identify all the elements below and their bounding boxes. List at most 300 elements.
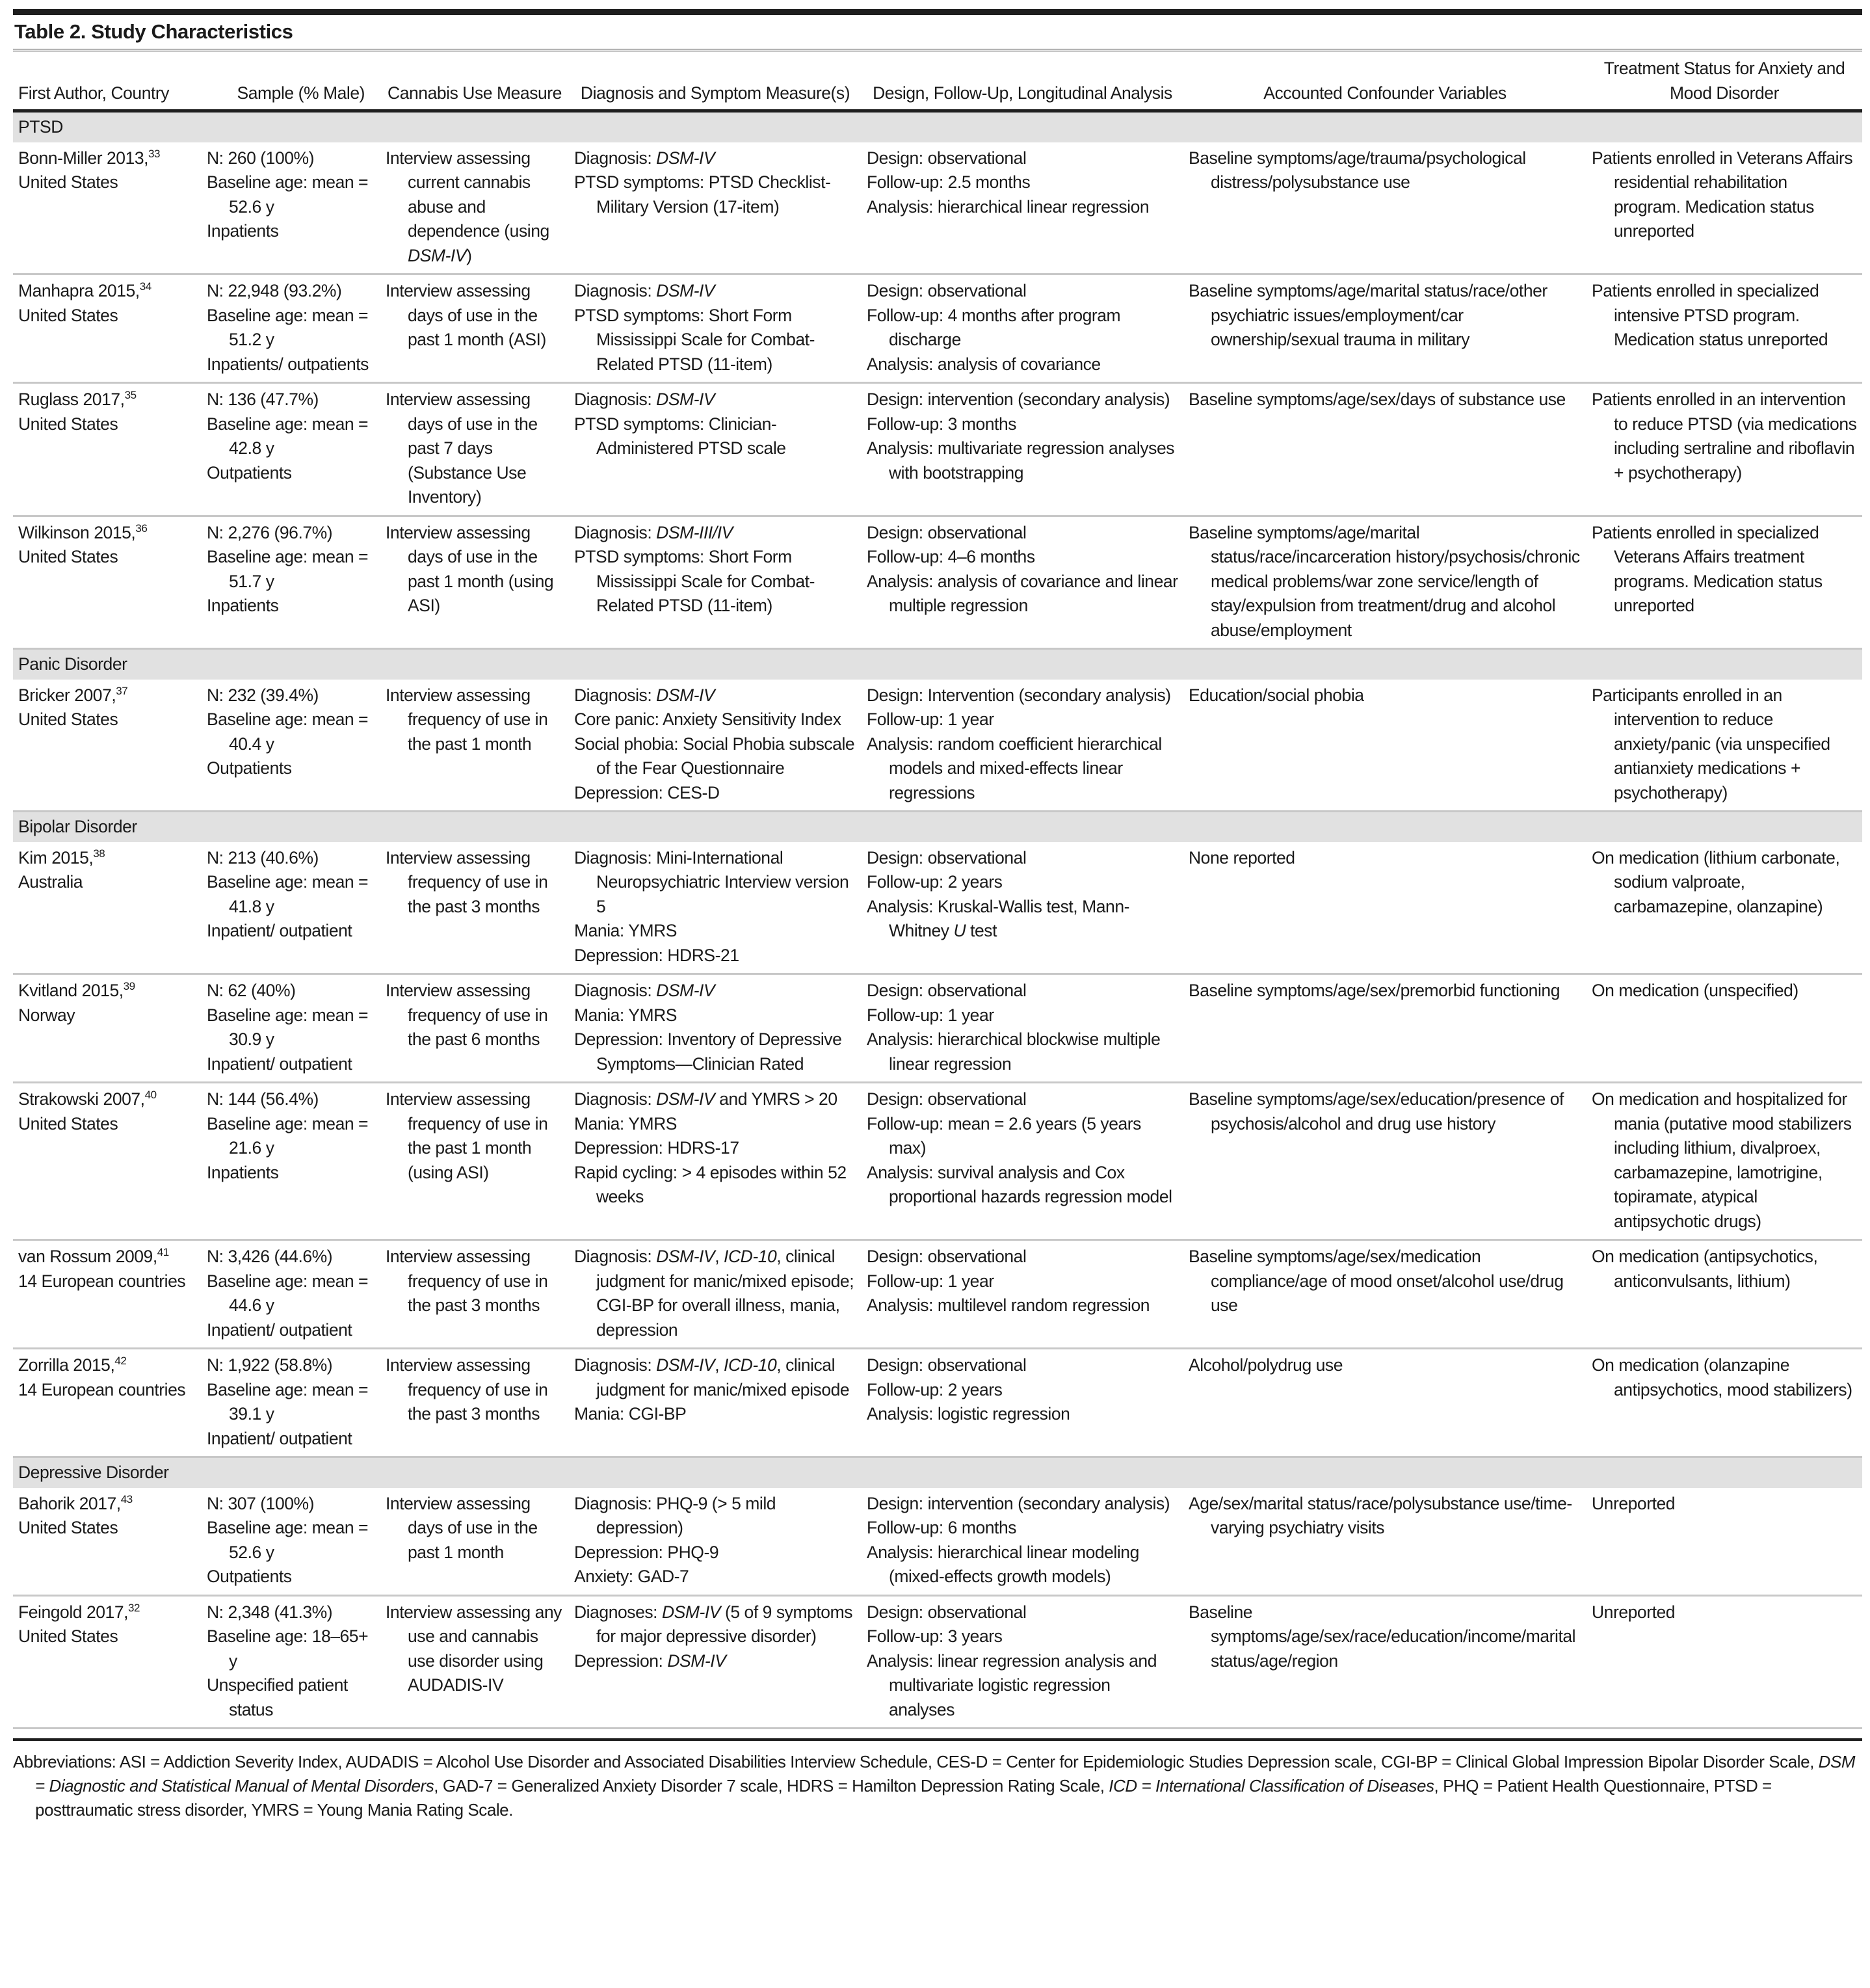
sample-line: Unspecified patient status bbox=[207, 1675, 348, 1719]
cell-design bbox=[862, 842, 1183, 974]
cell-author bbox=[13, 142, 202, 274]
header-row bbox=[13, 51, 1862, 111]
author-line: Wilkinson 2015,36 bbox=[18, 522, 148, 542]
author-line: Kvitland 2015,39 bbox=[18, 980, 135, 1000]
cell-sample bbox=[202, 383, 380, 516]
country: Norway bbox=[18, 1005, 75, 1025]
cell-author bbox=[13, 842, 202, 974]
design-line: Design: observational bbox=[867, 1602, 1027, 1622]
italic-term: DSM-IV bbox=[662, 1602, 721, 1622]
confounders-text: Baseline symptoms/age/trauma/psychological distress/polysubstance use bbox=[1189, 148, 1526, 192]
table-row bbox=[13, 142, 1862, 274]
diagnosis-line: Depression: DSM-IV bbox=[574, 1650, 726, 1671]
col-header-confounders: Accounted Confounder Variables bbox=[1183, 51, 1587, 111]
cell-diagnosis bbox=[569, 1595, 862, 1729]
cell-author bbox=[13, 1595, 202, 1729]
cell-diagnosis bbox=[569, 1349, 862, 1457]
measure-line: Interview assessing days of use in the past 7 days (Substance Use Inventory) bbox=[386, 390, 538, 507]
sample-line: N: 22,948 (93.2%) bbox=[207, 281, 342, 300]
confounders-text: Education/social phobia bbox=[1189, 685, 1364, 705]
confounders-text: Baseline symptoms/age/sex/medication compliance/age of mood onset/alcohol use/drug use bbox=[1189, 1247, 1564, 1315]
table-row bbox=[13, 1595, 1862, 1729]
confounders-text: Alcohol/polydrug use bbox=[1189, 1355, 1343, 1375]
cell-treatment bbox=[1587, 1488, 1862, 1596]
design-line: Design: observational bbox=[867, 522, 1027, 542]
country: Australia bbox=[18, 872, 83, 892]
sample-line: Inpatients bbox=[207, 596, 279, 615]
treatment-text: Patients enrolled in Veterans Affairs residential rehabilitation program. Medication status unreported bbox=[1592, 148, 1853, 241]
cell-design bbox=[862, 1349, 1183, 1457]
col-header-cannabis-measure: Cannabis Use Measure bbox=[380, 51, 569, 111]
cell-confounders bbox=[1183, 842, 1587, 974]
country: United States bbox=[18, 1113, 118, 1133]
cell-author bbox=[13, 680, 202, 812]
confounders-text: Baseline symptoms/age/sex/education/presence of psychosis/alcohol and drug use history bbox=[1189, 1089, 1564, 1133]
sample-line: N: 1,922 (58.8%) bbox=[207, 1355, 333, 1375]
design-line: Analysis: random coefficient hierarchical models and mixed-effects linear regressions bbox=[867, 734, 1162, 802]
cell-confounders bbox=[1183, 383, 1587, 516]
cell-confounders bbox=[1183, 1240, 1587, 1349]
design-line: Follow-up: 1 year bbox=[867, 1271, 994, 1291]
confounders-text: Baseline symptoms/age/sex/premorbid functioning bbox=[1189, 981, 1560, 1000]
sample-line: N: 213 (40.6%) bbox=[207, 847, 319, 868]
reference-number: 33 bbox=[148, 147, 161, 160]
cell-sample bbox=[202, 1595, 380, 1729]
sample-line: N: 232 (39.4%) bbox=[207, 685, 319, 705]
design-line: Analysis: survival analysis and Cox proportional hazards regression model bbox=[867, 1162, 1172, 1206]
diagnosis-line: Social phobia: Social Phobia subscale of the Fear Questionnaire bbox=[574, 734, 855, 778]
cell-design bbox=[862, 974, 1183, 1083]
table-row bbox=[13, 842, 1862, 974]
cell-diagnosis bbox=[569, 974, 862, 1083]
italic-term: DSM-IV bbox=[656, 281, 715, 300]
sample-line: Inpatient/ outpatient bbox=[207, 1054, 352, 1074]
design-line: Follow-up: mean = 2.6 years (5 years max) bbox=[867, 1113, 1141, 1158]
sample-line: Baseline age: mean = 30.9 y bbox=[207, 1005, 369, 1049]
cell-diagnosis bbox=[569, 274, 862, 383]
reference-number: 36 bbox=[135, 522, 148, 535]
author-line: Bonn-Miller 2013,33 bbox=[18, 147, 161, 168]
cell-design bbox=[862, 1595, 1183, 1729]
cell-treatment bbox=[1587, 1083, 1862, 1240]
diagnosis-line: Mania: YMRS bbox=[574, 1113, 678, 1133]
design-line: Follow-up: 1 year bbox=[867, 709, 994, 729]
abbreviations-footnote: Abbreviations: ASI = Addiction Severity Index, AUDADIS = Alcohol Use Disorder and Associated Disabilities Interview Schedule, CES-D = Center for Epidemiologic Studies Depression scale, CGI-BP = Clinical Global Impression Bipolar Disorder Scale, DSM = Diagnostic and Statistical Manual of Mental Disorders, GAD-7 = Generalized Anxiety Disorder 7 scale, HDRS = Hamilton Depression Rating Scale, ICD = International Classification of Diseases, PHQ = Patient Health Questionnaire, PTSD = posttraumatic stress disorder, YMRS = Young Mania Rating Scale. bbox=[13, 1738, 1862, 1822]
italic-term: DSM-IV bbox=[656, 1355, 715, 1375]
author-line: van Rossum 2009,41 bbox=[18, 1246, 169, 1266]
cell-treatment bbox=[1587, 1349, 1862, 1457]
cell-confounders bbox=[1183, 1595, 1587, 1729]
table-row bbox=[13, 680, 1862, 812]
italic-term: DSM-IV bbox=[656, 390, 715, 409]
treatment-text: On medication (lithium carbonate, sodium valproate, carbamazepine, olanzapine) bbox=[1592, 847, 1840, 916]
diagnosis-line: Mania: CGI-BP bbox=[574, 1404, 687, 1424]
design-line: Analysis: hierarchical linear modeling (mixed-effects growth models) bbox=[867, 1542, 1139, 1586]
table-body bbox=[13, 111, 1862, 1729]
cell-treatment bbox=[1587, 1240, 1862, 1349]
country: United States bbox=[18, 305, 118, 325]
cell-sample bbox=[202, 680, 380, 812]
design-line: Follow-up: 1 year bbox=[867, 1005, 994, 1025]
design-line: Analysis: multilevel random regression bbox=[867, 1295, 1150, 1315]
italic-term: DSM-III/IV bbox=[656, 522, 733, 542]
diagnosis-line: Diagnosis: DSM-IV bbox=[574, 148, 715, 168]
diagnosis-line: Anxiety: GAD-7 bbox=[574, 1567, 689, 1586]
reference-number: 37 bbox=[116, 684, 128, 697]
col-header-sample: Sample (% Male) bbox=[202, 51, 380, 111]
design-line: Follow-up: 4–6 months bbox=[867, 547, 1035, 566]
cell-author bbox=[13, 974, 202, 1083]
confounders-text: Baseline symptoms/age/marital status/race/other psychiatric issues/employment/car ownership/sexual trauma in military bbox=[1189, 281, 1547, 349]
sample-line: Inpatient/ outpatient bbox=[207, 1319, 352, 1340]
cell-cannabis-measure bbox=[380, 1349, 569, 1457]
design-line: Design: Intervention (secondary analysis) bbox=[867, 685, 1171, 705]
confounders-text: Baseline symptoms/age/sex/days of substance use bbox=[1189, 390, 1566, 409]
sample-line: Inpatient/ outpatient bbox=[207, 1428, 352, 1448]
author-line: Bricker 2007,37 bbox=[18, 684, 128, 705]
cell-cannabis-measure bbox=[380, 142, 569, 274]
diagnosis-line: Rapid cycling: > 4 episodes within 52 weeks bbox=[574, 1162, 847, 1206]
italic-term: U bbox=[953, 921, 966, 940]
cell-sample bbox=[202, 274, 380, 383]
diagnosis-line: Diagnosis: PHQ-9 (> 5 mild depression) bbox=[574, 1493, 776, 1537]
treatment-text: On medication (antipsychotics, anticonvulsants, lithium) bbox=[1592, 1247, 1818, 1291]
cell-author bbox=[13, 1488, 202, 1596]
measure-line: Interview assessing frequency of use in the past 3 months bbox=[386, 1247, 548, 1315]
diagnosis-line: PTSD symptoms: Short Form Mississippi Scale for Combat-Related PTSD (11-item) bbox=[574, 305, 815, 374]
diagnosis-line: Depression: CES-D bbox=[574, 782, 720, 802]
design-line: Follow-up: 2 years bbox=[867, 872, 1003, 892]
measure-line: Interview assessing frequency of use in the past 6 months bbox=[386, 981, 548, 1049]
design-line: Follow-up: 3 months bbox=[867, 414, 1017, 434]
diagnosis-line: Depression: HDRS-21 bbox=[574, 945, 739, 965]
design-line: Analysis: linear regression analysis and multivariate logistic regression analyses bbox=[867, 1650, 1157, 1719]
table-row bbox=[13, 274, 1862, 383]
sample-line: Baseline age: mean = 41.8 y bbox=[207, 872, 369, 916]
cell-cannabis-measure bbox=[380, 516, 569, 649]
table-row bbox=[13, 383, 1862, 516]
treatment-text: Patients enrolled in specialized intensive PTSD program. Medication status unreported bbox=[1592, 281, 1828, 349]
cell-treatment bbox=[1587, 842, 1862, 974]
cell-confounders bbox=[1183, 974, 1587, 1083]
sample-line: Baseline age: mean = 51.7 y bbox=[207, 547, 369, 591]
cell-diagnosis bbox=[569, 516, 862, 649]
sample-line: N: 136 (47.7%) bbox=[207, 390, 319, 409]
country: United States bbox=[18, 414, 118, 434]
measure-line: Interview assessing days of use in the past 1 month bbox=[386, 1493, 538, 1562]
sample-line: Baseline age: mean = 42.8 y bbox=[207, 414, 369, 458]
treatment-text: Participants enrolled in an intervention to reduce anxiety/panic (via unspecified antianxiety medications + psychotherapy) bbox=[1592, 685, 1830, 802]
cell-treatment bbox=[1587, 680, 1862, 812]
cell-confounders bbox=[1183, 142, 1587, 274]
measure-line: Interview assessing any use and cannabis use disorder using AUDADIS-IV bbox=[386, 1602, 562, 1695]
cell-treatment bbox=[1587, 274, 1862, 383]
cell-diagnosis bbox=[569, 842, 862, 974]
table-row bbox=[13, 516, 1862, 649]
sample-line: Baseline age: mean = 39.1 y bbox=[207, 1379, 369, 1424]
treatment-text: Patients enrolled in specialized Veterans Affairs treatment programs. Medication status unreported bbox=[1592, 522, 1823, 615]
diagnosis-line: PTSD symptoms: Short Form Mississippi Scale for Combat-Related PTSD (11-item) bbox=[574, 547, 815, 615]
diagnosis-line: Diagnosis: DSM-IV bbox=[574, 390, 715, 409]
design-line: Design: observational bbox=[867, 281, 1027, 300]
cell-sample bbox=[202, 142, 380, 274]
diagnosis-line: Diagnosis: Mini-International Neuropsychiatric Interview version 5 bbox=[574, 847, 849, 916]
design-line: Design: observational bbox=[867, 148, 1027, 168]
design-line: Design: observational bbox=[867, 981, 1027, 1000]
cell-sample bbox=[202, 1240, 380, 1349]
design-line: Analysis: analysis of covariance bbox=[867, 354, 1101, 374]
treatment-text: On medication (olanzapine antipsychotics, mood stabilizers) bbox=[1592, 1355, 1852, 1399]
italic-term: DSM-IV bbox=[656, 1089, 715, 1109]
diagnosis-line: Diagnosis: DSM-IV bbox=[574, 281, 715, 300]
design-line: Follow-up: 3 years bbox=[867, 1626, 1003, 1646]
section-header-row bbox=[13, 649, 1862, 680]
italic-term: DSM-IV bbox=[656, 148, 715, 168]
cell-sample bbox=[202, 1488, 380, 1596]
diagnosis-line: PTSD symptoms: PTSD Checklist-Military Version (17-item) bbox=[574, 172, 831, 217]
measure-line: Interview assessing frequency of use in the past 3 months bbox=[386, 847, 548, 916]
cell-cannabis-measure bbox=[380, 383, 569, 516]
col-header-author: First Author, Country bbox=[13, 51, 202, 111]
reference-number: 39 bbox=[123, 980, 135, 993]
cell-diagnosis bbox=[569, 680, 862, 812]
cell-cannabis-measure bbox=[380, 842, 569, 974]
italic-term: ICD = International Classification of Diseases bbox=[1109, 1776, 1434, 1796]
sample-line: Inpatients bbox=[207, 1162, 279, 1182]
diagnosis-line: Diagnosis: DSM-IV, ICD-10, clinical judgment for manic/mixed episode; CGI-BP for overall illness, mania, depression bbox=[574, 1247, 854, 1340]
diagnosis-line: Depression: PHQ-9 bbox=[574, 1542, 719, 1562]
sample-line: N: 2,276 (96.7%) bbox=[207, 522, 333, 542]
sample-line: Baseline age: mean = 52.6 y bbox=[207, 172, 369, 217]
italic-term: DSM-IV bbox=[656, 685, 715, 705]
sample-line: Inpatients bbox=[207, 221, 279, 241]
design-line: Analysis: multivariate regression analyses with bootstrapping bbox=[867, 438, 1175, 483]
sample-line: Outpatients bbox=[207, 1567, 292, 1586]
diagnosis-line: PTSD symptoms: Clinician-Administered PTSD scale bbox=[574, 414, 786, 458]
italic-term: ICD-10 bbox=[724, 1355, 777, 1375]
measure-line: Interview assessing current cannabis abuse and dependence (using DSM-IV) bbox=[386, 148, 549, 265]
cell-cannabis-measure bbox=[380, 1488, 569, 1596]
sample-line: Inpatients/ outpatients bbox=[207, 354, 369, 374]
diagnosis-line: Core panic: Anxiety Sensitivity Index bbox=[574, 709, 841, 729]
col-header-diagnosis: Diagnosis and Symptom Measure(s) bbox=[569, 51, 862, 111]
cell-design bbox=[862, 1240, 1183, 1349]
table-row bbox=[13, 1488, 1862, 1596]
section-label: Depressive Disorder bbox=[13, 1457, 1862, 1488]
cell-design bbox=[862, 274, 1183, 383]
author-line: Feingold 2017,32 bbox=[18, 1601, 140, 1622]
reference-number: 32 bbox=[128, 1601, 140, 1614]
country: United States bbox=[18, 172, 118, 192]
cell-design bbox=[862, 680, 1183, 812]
diagnosis-line: Diagnosis: DSM-III/IV bbox=[574, 522, 733, 542]
cell-cannabis-measure bbox=[380, 680, 569, 812]
diagnosis-line: Mania: YMRS bbox=[574, 1005, 678, 1025]
author-line: Ruglass 2017,35 bbox=[18, 389, 137, 409]
design-line: Follow-up: 6 months bbox=[867, 1518, 1017, 1537]
cell-cannabis-measure bbox=[380, 1240, 569, 1349]
section-label: PTSD bbox=[13, 111, 1862, 142]
col-header-design: Design, Follow-Up, Longitudinal Analysis bbox=[862, 51, 1183, 111]
cell-sample bbox=[202, 974, 380, 1083]
cell-confounders bbox=[1183, 516, 1587, 649]
italic-term: DSM-IV bbox=[408, 245, 467, 265]
cell-diagnosis bbox=[569, 1083, 862, 1240]
cell-sample bbox=[202, 516, 380, 649]
confounders-text: Age/sex/marital status/race/polysubstance use/time-varying psychiatry visits bbox=[1189, 1493, 1572, 1537]
measure-line: Interview assessing days of use in the past 1 month (ASI) bbox=[386, 281, 546, 349]
cell-design bbox=[862, 1488, 1183, 1596]
treatment-text: Unreported bbox=[1592, 1602, 1676, 1622]
design-line: Follow-up: 2 years bbox=[867, 1379, 1003, 1399]
table-container bbox=[13, 9, 1862, 1822]
cell-treatment bbox=[1587, 974, 1862, 1083]
sample-line: N: 2,348 (41.3%) bbox=[207, 1602, 333, 1622]
cell-sample bbox=[202, 842, 380, 974]
cell-confounders bbox=[1183, 1349, 1587, 1457]
cell-sample bbox=[202, 1349, 380, 1457]
country: United States bbox=[18, 1626, 118, 1646]
treatment-text: On medication and hospitalized for mania (putative mood stabilizers including lithium, divalproex, carbamazepine, lamotrigine, topiramate, atypical antipsychotic drugs) bbox=[1592, 1089, 1852, 1231]
cell-author bbox=[13, 1349, 202, 1457]
section-label: Panic Disorder bbox=[13, 649, 1862, 680]
cell-diagnosis bbox=[569, 1240, 862, 1349]
reference-number: 35 bbox=[124, 389, 137, 402]
sample-line: N: 307 (100%) bbox=[207, 1493, 315, 1513]
measure-line: Interview assessing frequency of use in the past 1 month bbox=[386, 685, 548, 754]
country: United States bbox=[18, 547, 118, 566]
measure-line: Interview assessing frequency of use in the past 3 months bbox=[386, 1355, 548, 1424]
design-line: Analysis: hierarchical linear regression bbox=[867, 196, 1150, 217]
cell-cannabis-measure bbox=[380, 1595, 569, 1729]
cell-design bbox=[862, 516, 1183, 649]
sample-line: Outpatients bbox=[207, 462, 292, 483]
treatment-text: On medication (unspecified) bbox=[1592, 981, 1798, 1000]
diagnosis-line: Diagnosis: DSM-IV bbox=[574, 981, 715, 1000]
diagnosis-line: Diagnoses: DSM-IV (5 of 9 symptoms for major depressive disorder) bbox=[574, 1602, 853, 1646]
confounders-text: Baseline symptoms/age/marital status/race/incarceration history/psychosis/chronic medical problems/war zone service/length of stay/expulsion from treatment/drug and alcohol abuse/employment bbox=[1189, 522, 1580, 640]
author-line: Zorrilla 2015,42 bbox=[18, 1355, 127, 1375]
cell-design bbox=[862, 142, 1183, 274]
italic-term: ICD-10 bbox=[724, 1247, 777, 1266]
reference-number: 43 bbox=[120, 1492, 133, 1505]
diagnosis-line: Depression: HDRS-17 bbox=[574, 1138, 739, 1158]
cell-design bbox=[862, 383, 1183, 516]
cell-confounders bbox=[1183, 1083, 1587, 1240]
cell-treatment bbox=[1587, 142, 1862, 274]
cell-diagnosis bbox=[569, 383, 862, 516]
sample-line: Baseline age: 18–65+ y bbox=[207, 1626, 369, 1671]
italic-term: DSM-IV bbox=[656, 981, 715, 1000]
treatment-text: Unreported bbox=[1592, 1493, 1676, 1513]
cell-treatment bbox=[1587, 383, 1862, 516]
confounders-text: Baseline symptoms/age/sex/race/education/income/marital status/age/region bbox=[1189, 1602, 1576, 1671]
sample-line: Baseline age: mean = 52.6 y bbox=[207, 1518, 369, 1562]
cell-author bbox=[13, 1240, 202, 1349]
author-line: Strakowski 2007,40 bbox=[18, 1089, 157, 1109]
measure-line: Interview assessing frequency of use in the past 1 month (using ASI) bbox=[386, 1089, 548, 1182]
reference-number: 41 bbox=[157, 1246, 169, 1259]
italic-term: DSM-IV bbox=[667, 1650, 726, 1671]
table-row bbox=[13, 974, 1862, 1083]
sample-line: Baseline age: mean = 44.6 y bbox=[207, 1271, 369, 1315]
cell-treatment bbox=[1587, 516, 1862, 649]
sample-line: Baseline age: mean = 21.6 y bbox=[207, 1113, 369, 1158]
cell-author bbox=[13, 383, 202, 516]
author-line: Bahorik 2017,43 bbox=[18, 1492, 133, 1513]
diagnosis-line: Diagnosis: DSM-IV and YMRS > 20 bbox=[574, 1089, 837, 1109]
diagnosis-line: Diagnosis: DSM-IV, ICD-10, clinical judgment for manic/mixed episode bbox=[574, 1355, 850, 1399]
design-line: Follow-up: 4 months after program discharge bbox=[867, 305, 1121, 349]
reference-number: 40 bbox=[144, 1089, 157, 1102]
author-line: Kim 2015,38 bbox=[18, 847, 105, 868]
cell-author bbox=[13, 274, 202, 383]
design-line: Design: observational bbox=[867, 1247, 1027, 1266]
table-row bbox=[13, 1349, 1862, 1457]
country: United States bbox=[18, 709, 118, 729]
country: 14 European countries bbox=[18, 1271, 186, 1291]
design-line: Analysis: logistic regression bbox=[867, 1404, 1070, 1424]
section-header-row bbox=[13, 812, 1862, 842]
col-header-treatment: Treatment Status for Anxiety and Mood Disorder bbox=[1587, 51, 1862, 111]
measure-line: Interview assessing days of use in the past 1 month (using ASI) bbox=[386, 522, 554, 615]
cell-design bbox=[862, 1083, 1183, 1240]
study-characteristics-table bbox=[13, 51, 1862, 1729]
sample-line: Inpatient/ outpatient bbox=[207, 921, 352, 940]
diagnosis-line: Mania: YMRS bbox=[574, 921, 678, 940]
sample-line: Outpatients bbox=[207, 758, 292, 778]
sample-line: Baseline age: mean = 40.4 y bbox=[207, 709, 369, 754]
cell-cannabis-measure bbox=[380, 974, 569, 1083]
cell-cannabis-measure bbox=[380, 274, 569, 383]
cell-cannabis-measure bbox=[380, 1083, 569, 1240]
design-line: Design: intervention (secondary analysis) bbox=[867, 390, 1170, 409]
cell-author bbox=[13, 1083, 202, 1240]
italic-term: DSM = Diagnostic and Statistical Manual of Mental Disorders bbox=[35, 1752, 1856, 1796]
table-row bbox=[13, 1240, 1862, 1349]
design-line: Design: observational bbox=[867, 1355, 1027, 1375]
cell-confounders bbox=[1183, 680, 1587, 812]
sample-line: N: 260 (100%) bbox=[207, 148, 315, 168]
reference-number: 34 bbox=[139, 280, 151, 293]
design-line: Analysis: Kruskal-Wallis test, Mann-Whitney U test bbox=[867, 896, 1129, 940]
cell-author bbox=[13, 516, 202, 649]
design-line: Design: intervention (secondary analysis) bbox=[867, 1493, 1170, 1513]
cell-treatment bbox=[1587, 1595, 1862, 1729]
table-row bbox=[13, 1083, 1862, 1240]
diagnosis-line: Depression: Inventory of Depressive Symptoms—Clinician Rated bbox=[574, 1029, 842, 1074]
design-line: Design: observational bbox=[867, 1089, 1027, 1109]
author-line: Manhapra 2015,34 bbox=[18, 280, 151, 300]
design-line: Analysis: hierarchical blockwise multiple linear regression bbox=[867, 1029, 1161, 1074]
section-label: Bipolar Disorder bbox=[13, 812, 1862, 842]
sample-line: Baseline age: mean = 51.2 y bbox=[207, 305, 369, 349]
sample-line: N: 3,426 (44.6%) bbox=[207, 1247, 333, 1266]
section-header-row bbox=[13, 1457, 1862, 1488]
country: 14 European countries bbox=[18, 1379, 186, 1399]
treatment-text: Patients enrolled in an intervention to reduce PTSD (via medications including sertraline and riboflavin + psychotherapy) bbox=[1592, 390, 1857, 483]
sample-line: N: 144 (56.4%) bbox=[207, 1089, 319, 1109]
design-line: Follow-up: 2.5 months bbox=[867, 172, 1031, 192]
top-rule bbox=[13, 9, 1862, 15]
cell-diagnosis bbox=[569, 1488, 862, 1596]
design-line: Design: observational bbox=[867, 847, 1027, 868]
design-line: Analysis: analysis of covariance and linear multiple regression bbox=[867, 571, 1178, 615]
reference-number: 38 bbox=[93, 847, 105, 860]
table-title: Table 2. Study Characteristics bbox=[14, 20, 293, 43]
country: United States bbox=[18, 1518, 118, 1537]
section-header-row bbox=[13, 111, 1862, 142]
